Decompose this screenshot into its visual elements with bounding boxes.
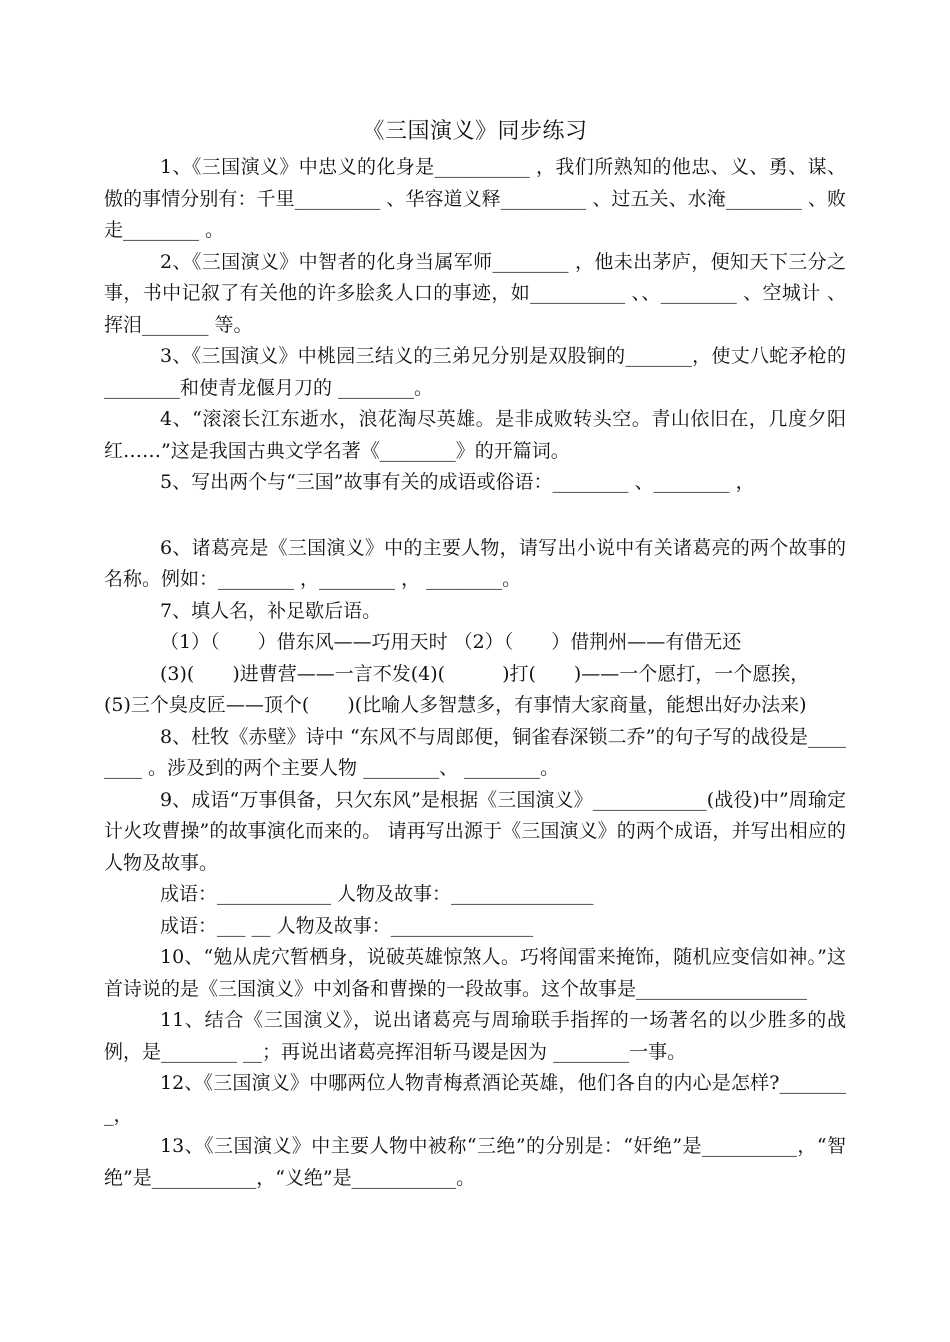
question-9-answer-line-1: 成语：____________ 人物及故事：_______________ (160, 883, 594, 905)
blank-gap (104, 499, 846, 533)
question-12: 12、《三国演义》中哪两位人物青梅煮酒论英雄，他们各自的内心是怎样?________， (104, 1072, 846, 1126)
page-title: 《三国演义》同步练习 (362, 119, 588, 144)
question-6: 6、诸葛亮是《三国演义》中的主要人物，请写出小说中有关诸葛亮的两个故事的名称。例如：________ ，________ ， ________。 (104, 536, 846, 590)
question-2: 2、《三国演义》中智者的化身当属军师________ ，他未出茅庐，便知天下三分之事，书中记叙了有关他的许多脍炙人口的事迹，如__________ 、、________ 、空城计 、挥泪_______ 等。 (104, 250, 846, 336)
question-5: 5、写出两个与“三国”故事有关的成语或俗语：________ 、________ ， (160, 471, 755, 493)
question-9: 9、成语“万事俱备，只欠东风”是根据《三国演义》____________(战役)中”周瑜定计火攻曹操”的故事演化而来的。 请再写出源于《三国演义》的两个成语，并写出相应的人物及故事。 (104, 788, 846, 874)
question-13: 13、《三国演义》中主要人物中被称“三绝”的分别是：“奸绝”是__________，“智绝”是___________，“义绝”是___________。 (104, 1135, 846, 1189)
question-7-line-3: (5)三个臭皮匠——顶个( )(比喻人多智慧多，有事情大家商量，能想出好办法来) (104, 694, 807, 716)
question-1: 1、《三国演义》中忠义的化身是__________ ，我们所熟知的他忠、义、勇、谋、傲的事情分别有：千里_________ 、华容道义释_________ 、过五关、水淹________ 、败走________ 。 (104, 156, 846, 241)
question-7-line-1: （1）（ ）借东风——巧用天时 （2）（ ）借荆州——有借无还 (160, 631, 742, 653)
question-8: 8、杜牧《赤壁》诗中 “东风不与周郎便，铜雀春深锁二乔”的句子写的战役是________ 。涉及到的两个主要人物 ________、 ________。 (104, 725, 846, 779)
worksheet-page (104, 118, 846, 1194)
question-10: 10、“勉从虎穴暂栖身，说破英雄惊煞人。巧将闻雷来掩饰，随机应变信如神。”这首诗说的是《三国演义》中刘备和曹操的一段故事。这个故事是__________________ (104, 946, 846, 1000)
question-4: 4、“滚滚长江东逝水，浪花淘尽英雄。是非成败转头空。青山依旧在，几度夕阳红……”这是我国古典文学名著《________》的开篇词。 (104, 408, 846, 462)
question-11: 11、结合《三国演义》，说出诸葛亮与周瑜联手指挥的一场著名的以少胜多的战例，是________ __；再说出诸葛亮挥泪斩马谡是因为 ________一事。 (104, 1009, 846, 1063)
question-7-line-2: (3)( )进曹营——一言不发(4)( )打( )——一个愿打，一个愿挨， (160, 662, 810, 685)
question-7: 7、填人名，补足歇后语。 (160, 599, 382, 622)
question-9-answer-line-2: 成语：___ __ 人物及故事：_______________ (160, 914, 534, 937)
question-3: 3、《三国演义》中桃园三结义的三弟兄分别是双股锏的_______，使丈八蛇矛枪的________和使青龙偃月刀的 ________。 (104, 345, 846, 399)
